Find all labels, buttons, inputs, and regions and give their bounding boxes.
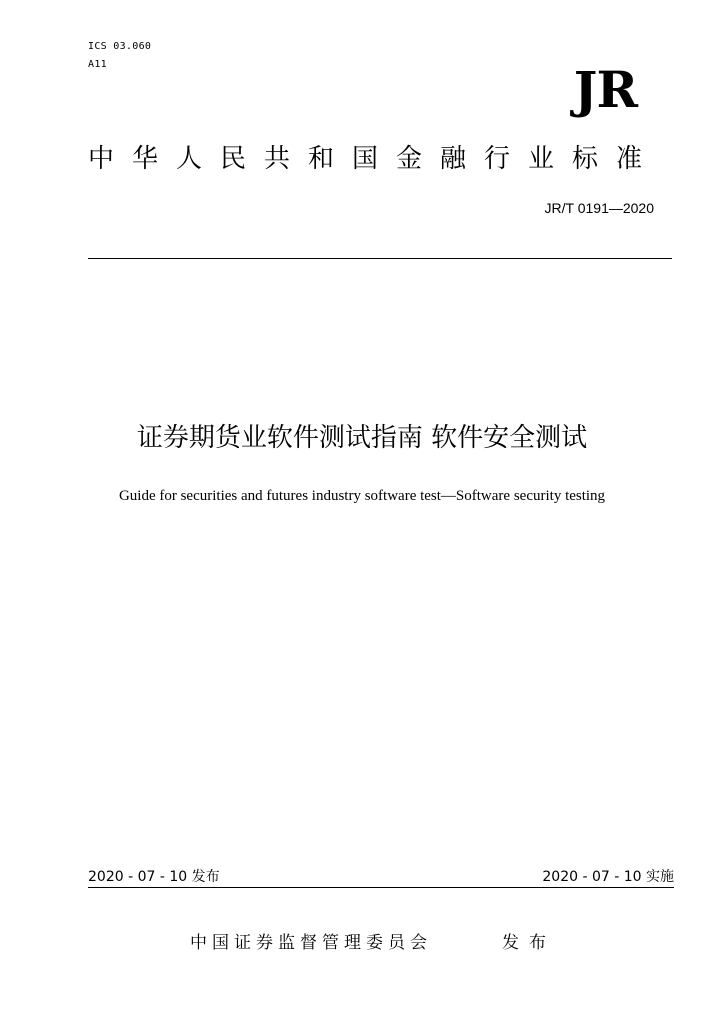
jr-logo: JR [573, 60, 637, 119]
issue-label: 发布 [502, 933, 556, 953]
standard-number: JR/T 0191—2020 [544, 200, 654, 216]
document-title-chinese: 证券期货业软件测试指南 软件安全测试 [136, 423, 588, 453]
document-title-english: Guide for securities and futures industry software test—Software security testing [118, 488, 606, 504]
classification-codes [88, 38, 151, 74]
bottom-divider [88, 887, 674, 888]
ics-code: ICS 03.060 [88, 41, 152, 52]
issuing-authority: 中国证券监督管理委员会 [190, 933, 432, 953]
ccs-code: A11 [88, 59, 107, 70]
top-divider [88, 258, 672, 259]
implement-date: 2020 - 07 - 10 实施 [542, 869, 674, 885]
standard-type-heading: 中华人民共和国金融行业标准 [88, 144, 661, 174]
publish-date: 2020 - 07 - 10 发布 [88, 869, 220, 885]
